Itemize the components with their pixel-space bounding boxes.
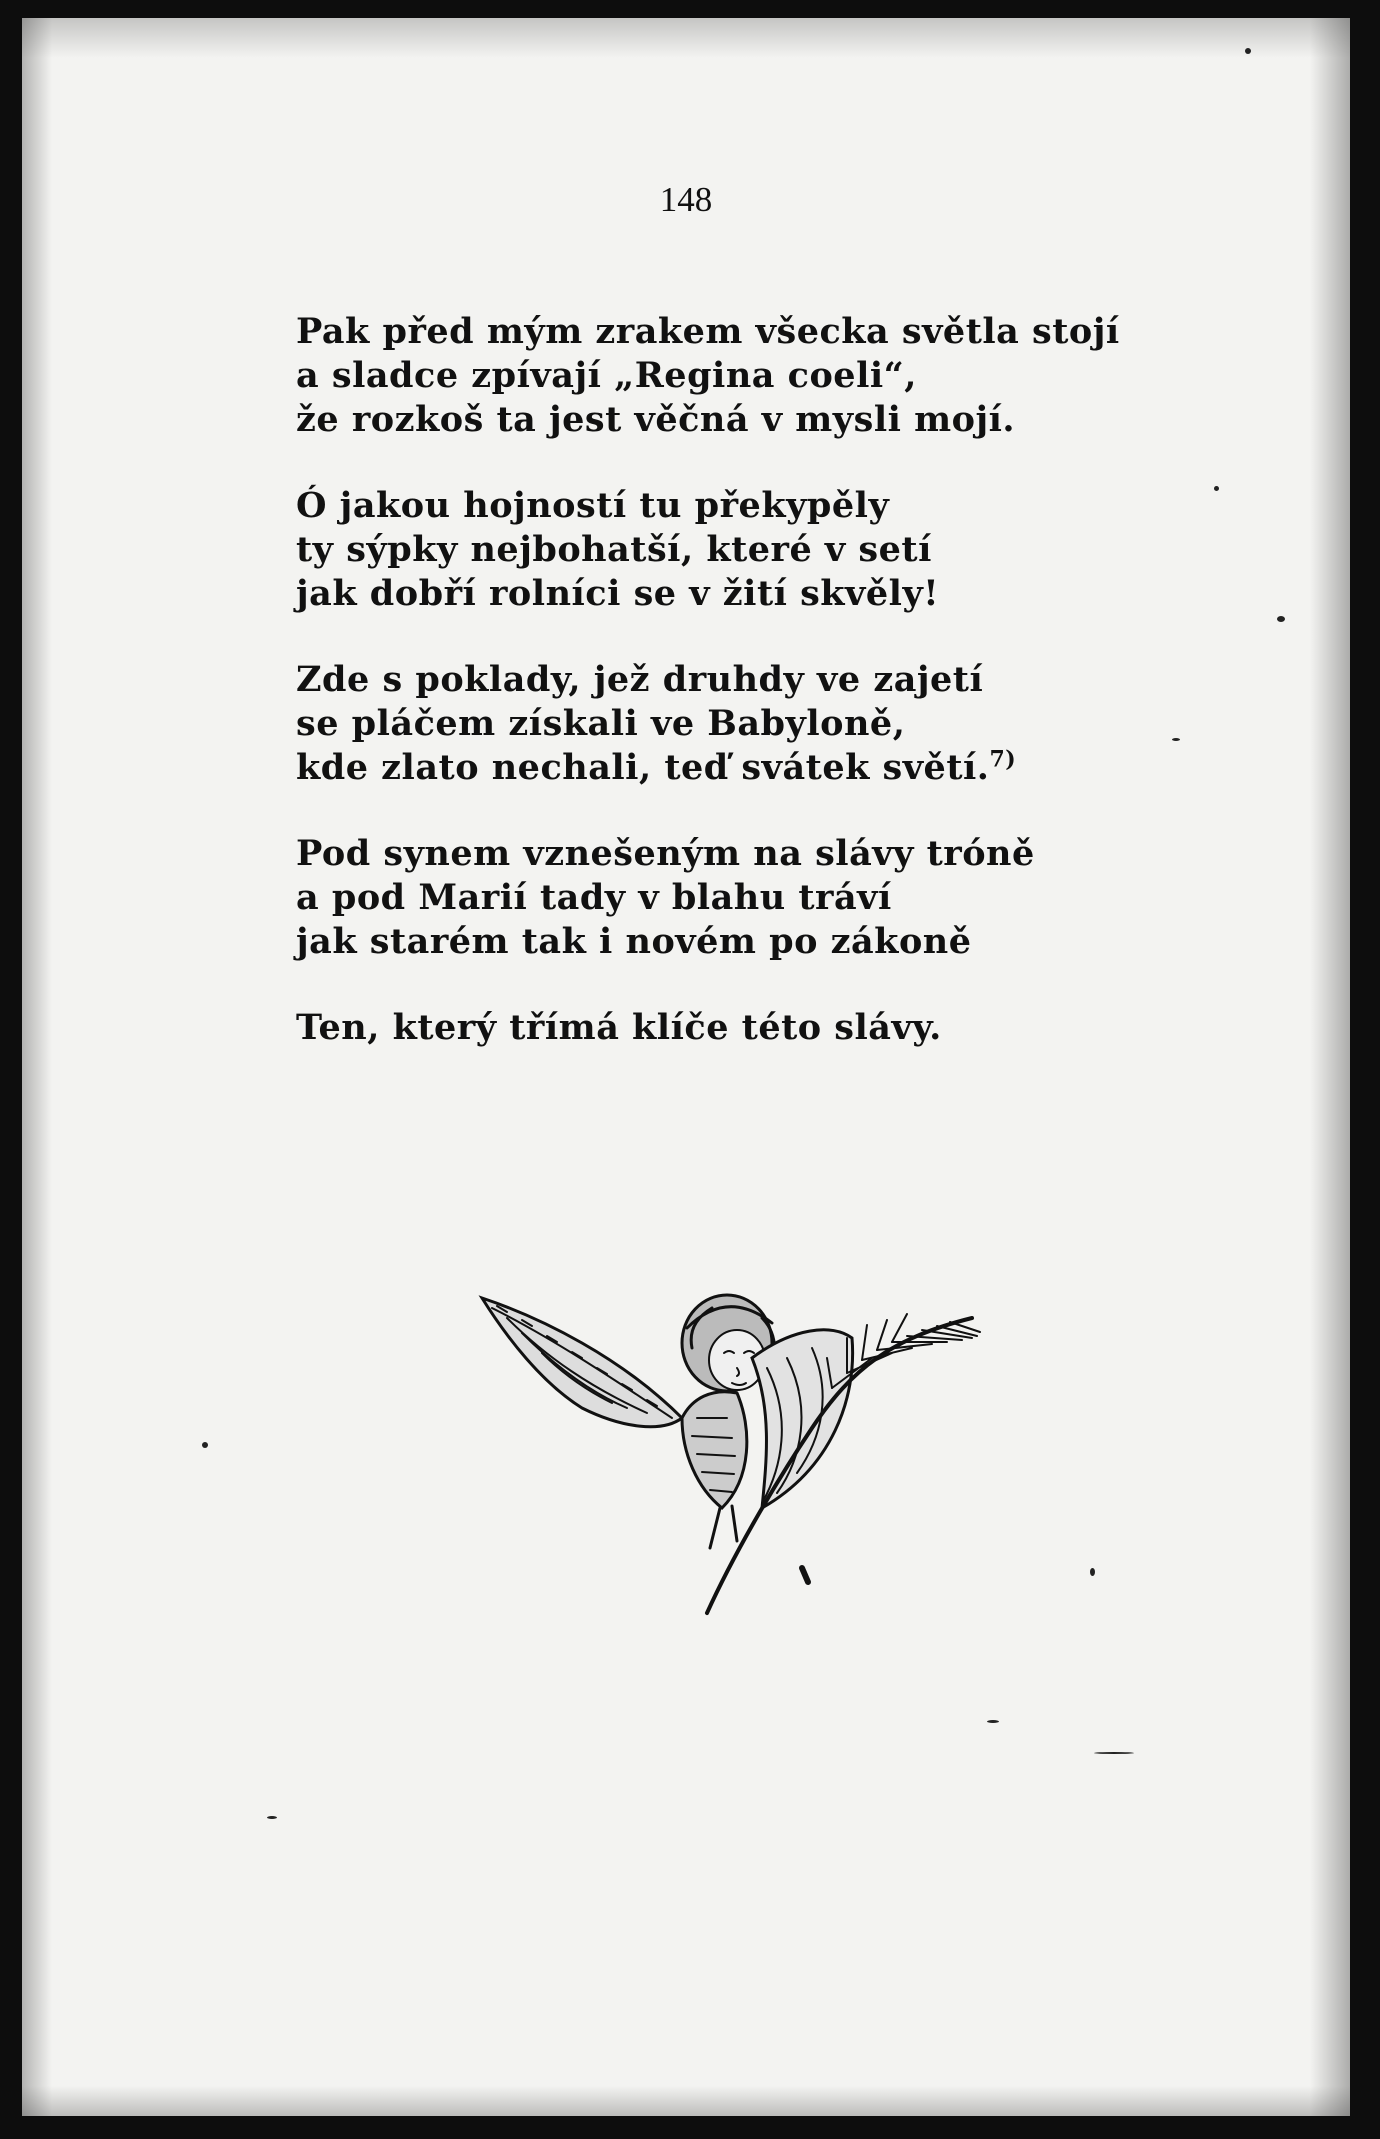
- footnote-reference: 7): [989, 746, 1017, 773]
- scan-speck: [1214, 486, 1219, 491]
- verse-line: ty sýpky nejbohatší, které v setí: [296, 529, 932, 570]
- verse-line-text: kde zlato nechali, teď svátek světí.: [296, 747, 990, 788]
- scan-speck: [1245, 48, 1251, 54]
- scan-speck: [987, 1720, 999, 1723]
- stanza-1: [296, 310, 1120, 442]
- scan-edge-bottom: [22, 2086, 1350, 2116]
- verse-line: že rozkoš ta jest věčná v mysli mojí.: [296, 399, 1016, 440]
- poem-text: [296, 310, 1120, 1092]
- page-number: 148: [659, 180, 713, 219]
- stanza-2: [296, 484, 1120, 616]
- scan-speck: [1094, 1752, 1134, 1754]
- scan-speck: [1172, 738, 1180, 741]
- verse-line: se pláčem získali ve Babyloně,: [296, 703, 906, 744]
- verse-line: a pod Marií tady v blahu tráví: [296, 877, 892, 918]
- scan-edge-right: [1310, 18, 1350, 2116]
- winged-cherub-with-palm-icon: [452, 1268, 1012, 1628]
- scan-edge-top: [22, 18, 1350, 58]
- verse-line: Pod synem vznešeným na slávy tróně: [296, 833, 1035, 874]
- verse-line: jak starém tak i novém po zákoně: [296, 921, 972, 962]
- scan-speck: [202, 1442, 208, 1448]
- scan-speck: [1277, 616, 1285, 622]
- verse-line-with-note: [296, 746, 1120, 790]
- verse-line: a sladce zpívají „Regina coeli“,: [296, 355, 917, 396]
- verse-line: Ten, který třímá klíče této slávy.: [296, 1007, 942, 1048]
- verse-line: jak dobří rolníci se v žití skvěly!: [296, 573, 940, 614]
- scan-speck: [1090, 1568, 1095, 1576]
- scan-speck: [267, 1816, 277, 1819]
- stanza-5: [296, 1006, 1120, 1050]
- verse-line: Pak před mým zrakem všecka světla stojí: [296, 311, 1120, 352]
- stanza-4: [296, 832, 1120, 964]
- book-page: [22, 18, 1350, 2116]
- verse-line: Ó jakou hojností tu překypěly: [296, 485, 890, 526]
- verse-line: Zde s poklady, jež druhdy ve zajetí: [296, 659, 984, 700]
- stanza-3: [296, 658, 1120, 790]
- scan-edge-left: [22, 18, 52, 2116]
